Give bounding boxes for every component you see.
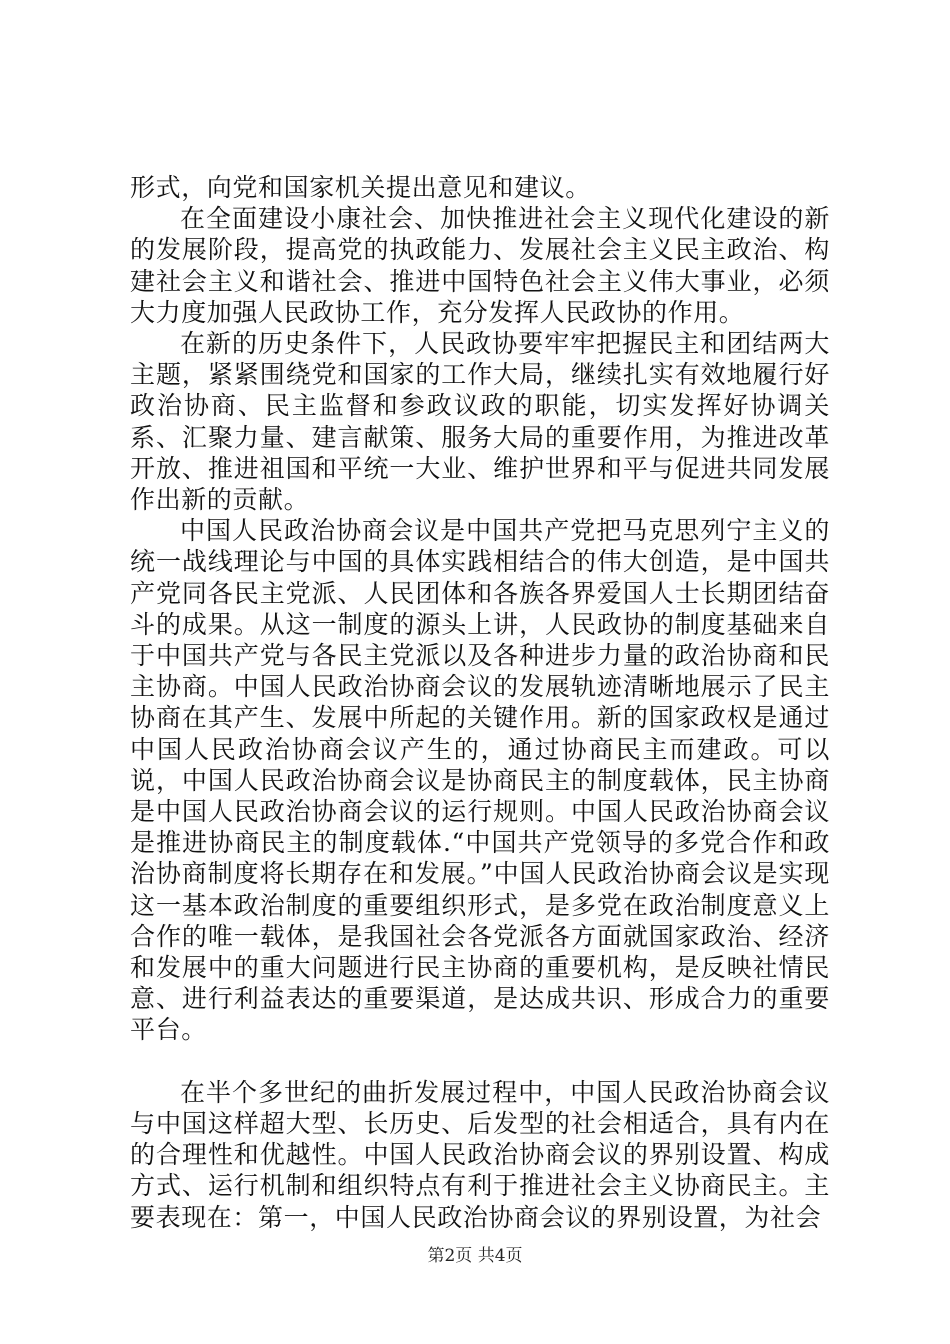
page-footer [0, 1245, 950, 1267]
paragraph-1: 形式，向党和国家机关提出意见和建议。 [130, 173, 591, 202]
paragraph-4: 中国人民政治协商会议是中国共产党把马克思列宁主义的统一战线理论与中国的具体实践相结合的伟大创造，是中国共产党同各民主党派、人民团体和各族各界爱国人士长期团结奋斗的成果。从这一制度的源头上讲，人民政协的制度基础来自于中国共产党与各民主党派以及各种进步力量的政治协商和民主协商。中国人民政治协商会议的发展轨迹清晰地展示了民主协商在其产生、发展中所起的关键作用。新的国家政权是通过中国人民政治协商会议产生的，通过协商民主而建政。可以说，中国人民政治协商会议是协商民主的制度载体，民主协商是中国人民政治协商会议的运行规则。中国人民政治协商会议是推进协商民主的制度载体.“中国共产党领导的多党合作和政治协商制度将长期存在和发展。”中国人民政治协商会议是实现这一基本政治制度的重要组织形式，是多党在政治制度意义上合作的唯一载体，是我国社会各党派各方面就国家政治、经济和发展中的重大问题进行民主协商的重要机构，是反映社情民意、进行利益表达的重要渠道，是达成共识、形成合力的重要平台。 [130, 516, 830, 1045]
paragraph-spacer [130, 1046, 830, 1077]
paragraph-2: 在全面建设小康社会、加快推进社会主义现代化建设的新的发展阶段，提高党的执政能力、发展社会主义民主政治、构建社会主义和谐社会、推进中国特色社会主义伟大事业，必须大力度加强人民政协工作，充分发挥人民政协的作用。 [130, 204, 830, 327]
paragraph-5: 在半个多世纪的曲折发展过程中，中国人民政治协商会议与中国这样超大型、长历史、后发型的社会相适合，具有内在的合理性和优越性。中国人民政治协商会议的界别设置、构成方式、运行机制和组织特点有利于推进社会主义协商民主。主要表现在：第一，中国人民政治协商会议的界别设置，为社会 [130, 1077, 830, 1232]
page-number-label: 第2页 共4页 [427, 1246, 523, 1266]
document-body [130, 172, 830, 1233]
paragraph-3: 在新的历史条件下，人民政协要牢牢把握民主和团结两大主题，紧紧围绕党和国家的工作大局，继续扎实有效地履行好政治协商、民主监督和参政议政的职能，切实发挥好协调关系、汇聚力量、建言献策、服务大局的重要作用，为推进改革开放、推进祖国和平统一大业、维护世界和平与促进共同发展作出新的贡献。 [130, 329, 830, 515]
